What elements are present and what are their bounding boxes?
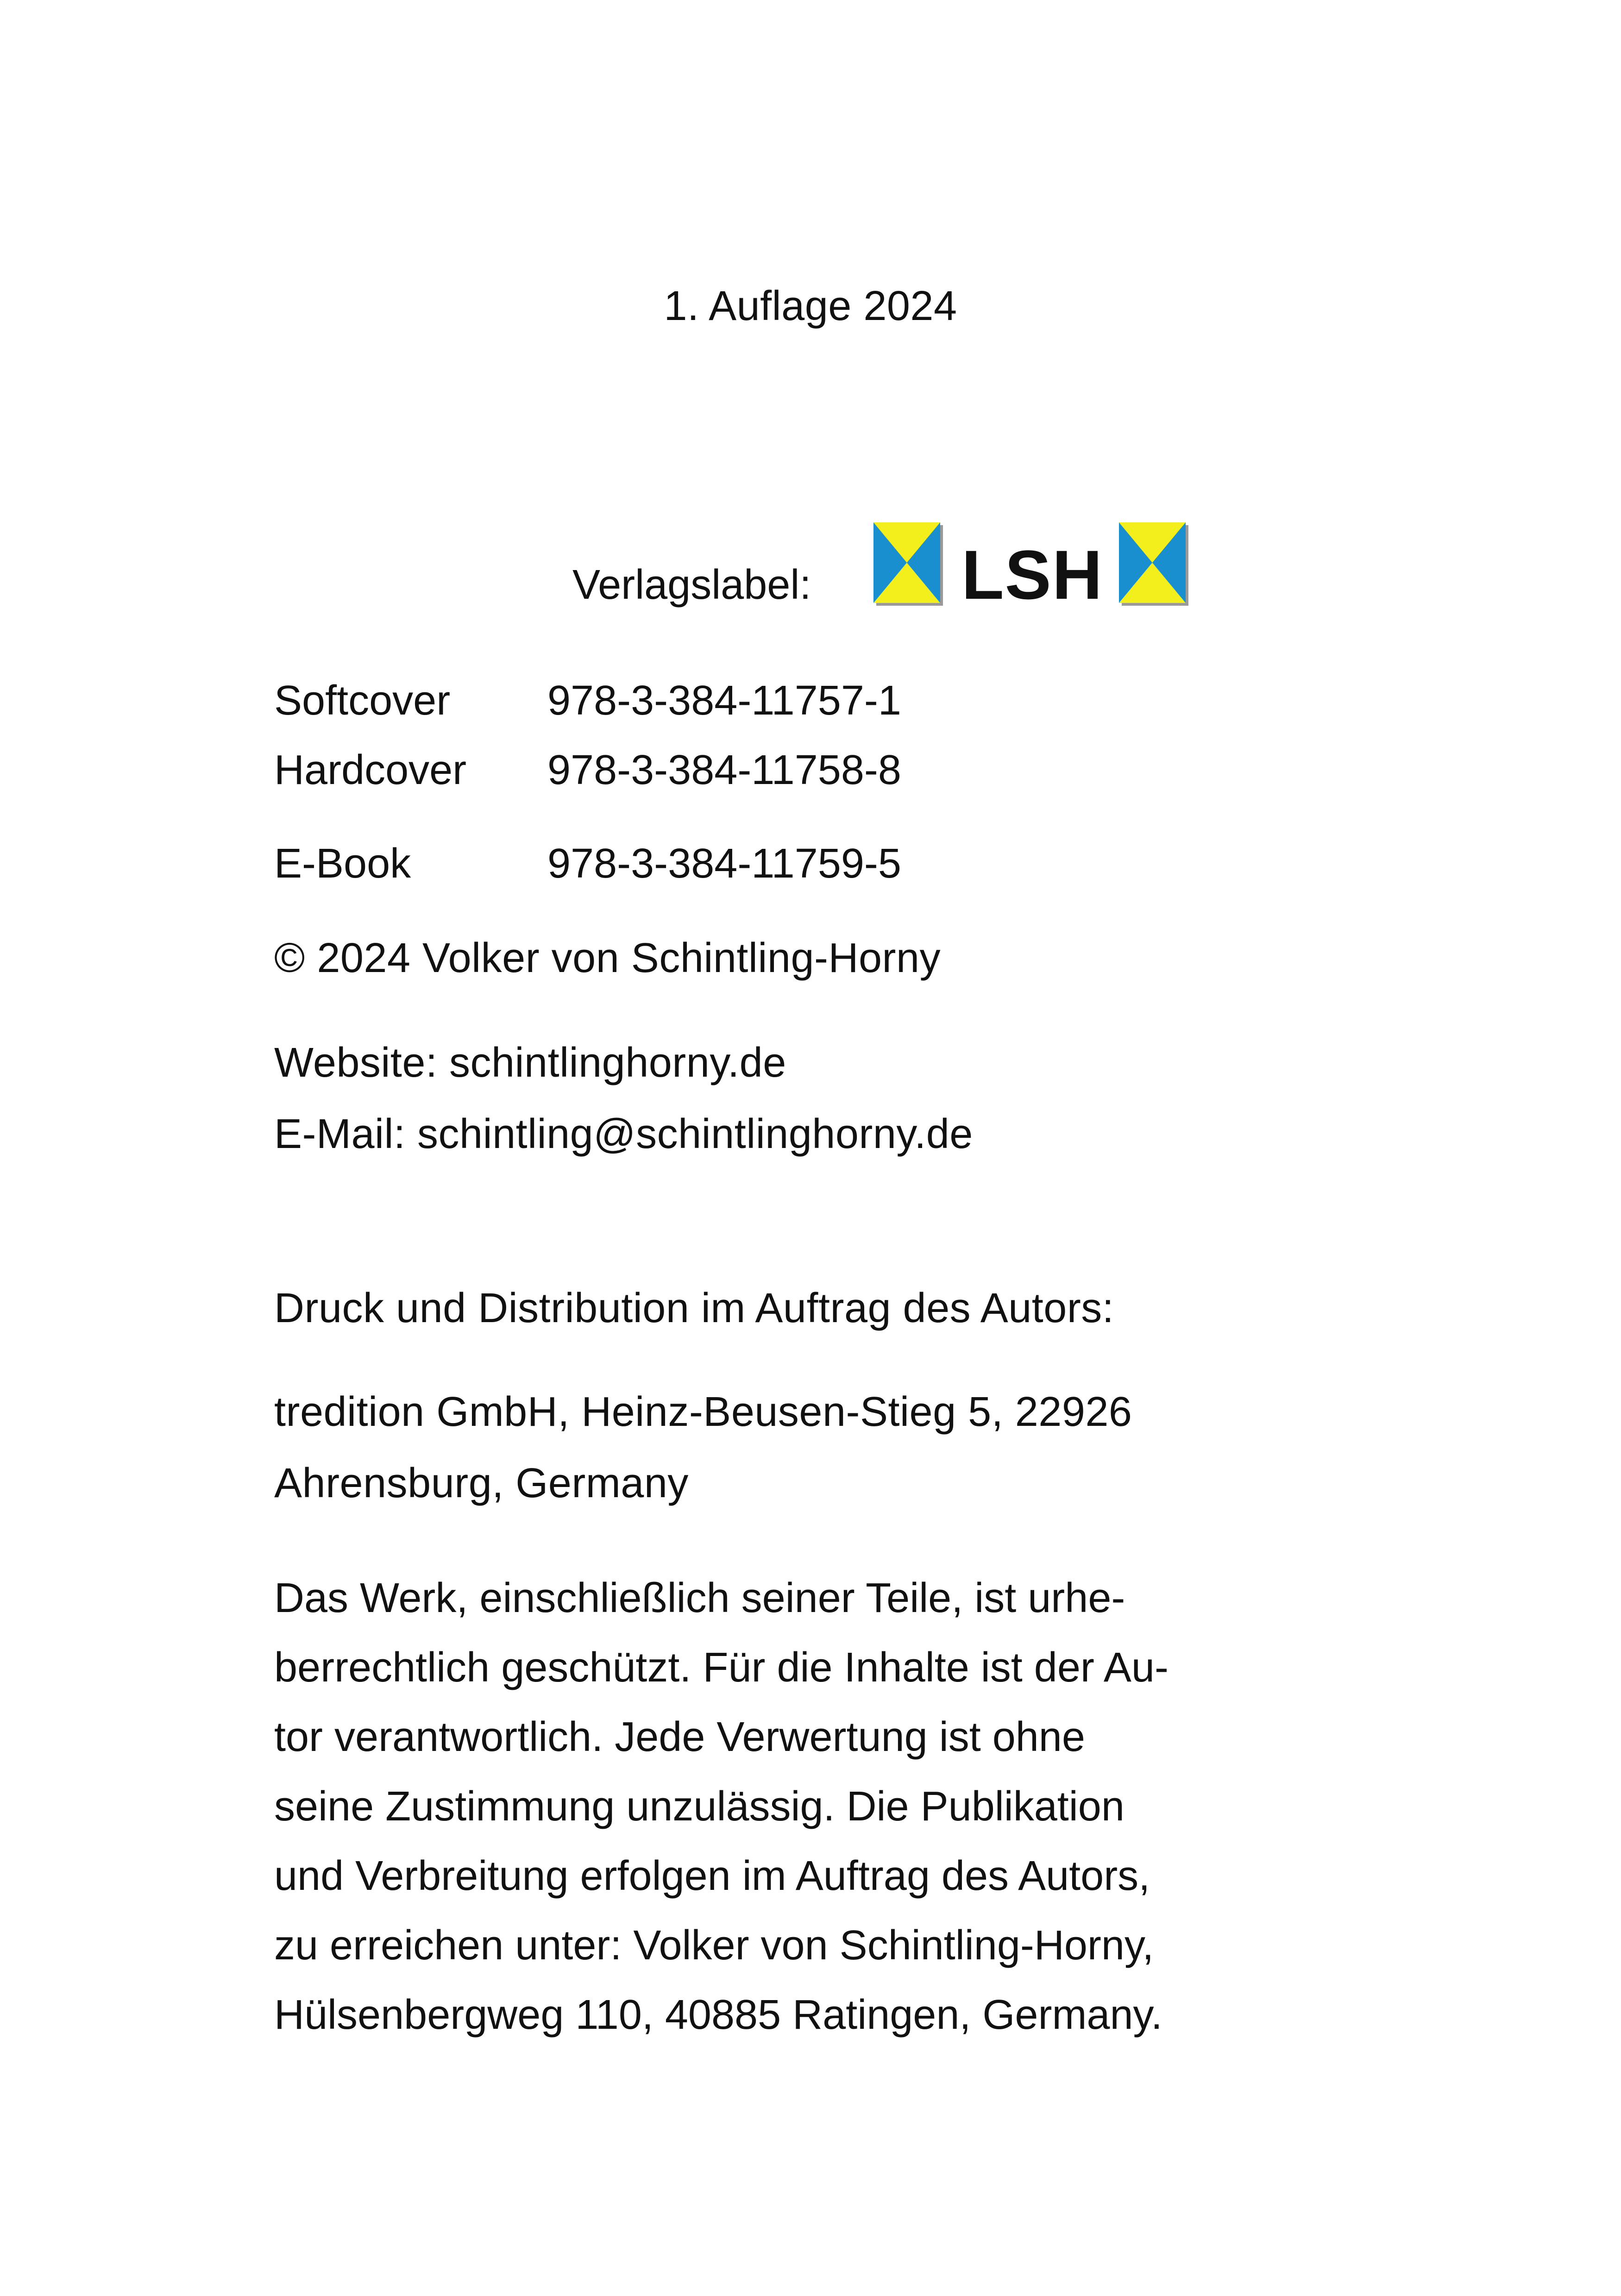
copyright-line: © 2024 Volker von Schintling-Horny	[274, 935, 941, 981]
isbn-number: 978-3-384-11759-5	[547, 841, 901, 887]
website-line: Website: schintlinghorny.de	[274, 1040, 786, 1086]
legal-line: Hülsenbergweg 110, 40885 Ratingen, Germany.	[274, 1992, 1162, 2038]
legal-notice	[274, 1563, 1386, 2050]
isbn-row-softcover	[274, 680, 1432, 726]
distribution-address-line: tredition GmbH, Heinz-Beusen-Stieg 5, 22926	[274, 1389, 1132, 1435]
isbn-row-ebook	[274, 843, 1432, 889]
distribution-heading: Druck und Distribution im Auftrag des Autors:	[274, 1285, 1114, 1331]
legal-line: tor verantwortlich. Jede Verwertung ist ohne	[274, 1714, 1085, 1760]
edition-line: 1. Auflage 2024	[664, 283, 957, 329]
legal-line: berrechtlich geschützt. Für die Inhalte ist der Au-	[274, 1644, 1169, 1691]
isbn-number: 978-3-384-11757-1	[547, 678, 901, 724]
legal-line: Das Werk, einschließlich seiner Teile, ist urhe-	[274, 1575, 1125, 1621]
publisher-label-prefix: Verlagslabel:	[572, 562, 811, 608]
distribution-address-line: Ahrensburg, Germany	[274, 1460, 689, 1506]
publisher-logo-text: LSH	[961, 536, 1103, 614]
lsh-logo-mark-icon	[873, 522, 943, 606]
isbn-format: Softcover	[274, 678, 451, 724]
publisher-label-row	[572, 518, 1221, 614]
isbn-format: E-Book	[274, 841, 411, 887]
isbn-number: 978-3-384-11758-8	[547, 747, 901, 793]
legal-line: und Verbreitung erfolgen im Auftrag des Autors,	[274, 1853, 1150, 1899]
legal-line: seine Zustimmung unzulässig. Die Publikation	[274, 1783, 1125, 1830]
isbn-row-hardcover	[274, 749, 1432, 796]
legal-line: zu erreichen unter: Volker von Schintling-Horny,	[274, 1922, 1154, 1969]
email-line: E-Mail: schintling@schintlinghorny.de	[274, 1111, 973, 1157]
lsh-logo-mark-icon	[1119, 522, 1188, 606]
isbn-format: Hardcover	[274, 747, 467, 793]
